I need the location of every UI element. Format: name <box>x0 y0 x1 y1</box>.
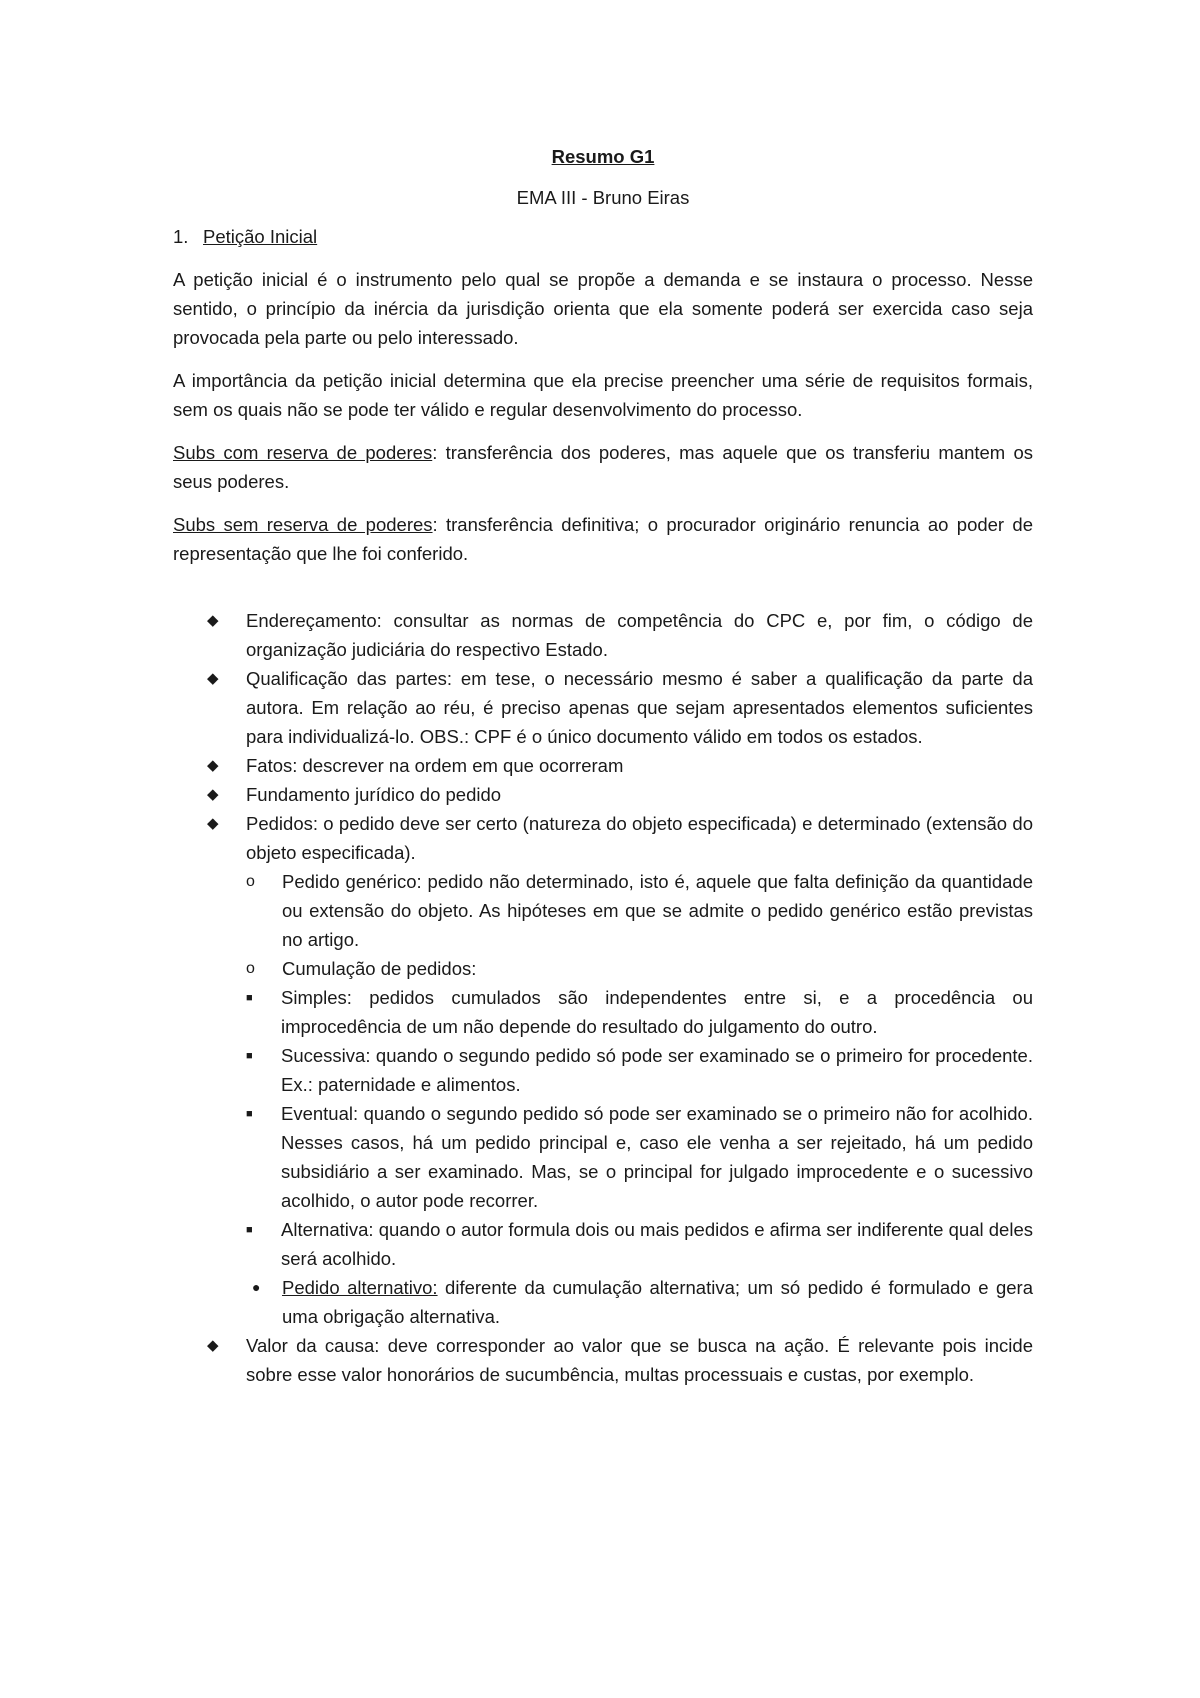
definition-subs-sem-reserva: : transferência definitiva; o procurador originário renuncia ao poder de representação que lhe foi conferido. <box>173 514 1033 564</box>
paragraph-intro: A petição inicial é o instrumento pelo qual se propõe a demanda e se instaura o processo. Nesse sentido, o princípio da inércia da jurisdição orienta que ela somente poderá ser exercida caso seja provocada pela parte ou pelo interessado. <box>173 269 1033 348</box>
list-item-text: Alternativa: quando o autor formula dois ou mais pedidos e afirma ser indiferente qual deles será acolhido. <box>281 1219 1033 1269</box>
pedidos-sublist <box>246 867 1033 1331</box>
list-item-text: Pedido genérico: pedido não determinado, isto é, aquele que falta definição da quantidade ou extensão do objeto. As hipóteses em que se admite o pedido genérico estão previstas no artigo. <box>282 871 1033 950</box>
section-number: 1. <box>173 226 189 247</box>
square-bullet-icon: ■ <box>246 1108 253 1120</box>
list-item-qualificacao <box>173 664 1033 751</box>
circle-bullet-icon: o <box>246 960 255 977</box>
diamond-bullet-icon: ◆ <box>207 612 219 629</box>
list-item-pedido-generico <box>246 867 1033 954</box>
list-item-text: Fatos: descrever na ordem em que ocorreram <box>246 755 624 776</box>
definition-subs-com-reserva: : transferência dos poderes, mas aquele que os transferiu mantem os seus poderes. <box>173 442 1034 492</box>
term-pedido-alternativo: Pedido alternativo: <box>282 1277 438 1298</box>
document-title: Resumo G1 <box>551 146 655 167</box>
list-item-valor-causa <box>173 1331 1033 1389</box>
requirements-list <box>173 606 1033 1389</box>
list-item-text: Endereçamento: consultar as normas de competência do CPC e, por fim, o código de organização judiciária do respectivo Estado. <box>246 610 1033 660</box>
list-item-text: Valor da causa: deve corresponder ao valor que se busca na ação. É relevante pois incide sobre esse valor honorários de sucumbência, multas processuais e custas, por exemplo. <box>246 1335 1033 1385</box>
list-item-cumulacao <box>246 954 1033 1331</box>
list-item-fundamento <box>173 780 1033 809</box>
diamond-bullet-icon: ◆ <box>207 670 219 687</box>
list-item-simples <box>246 983 1033 1041</box>
list-item-text: Sucessiva: quando o segundo pedido só pode ser examinado se o primeiro for procedente. Ex.: paternidade e alimentos. <box>281 1045 1033 1095</box>
paragraph-subs-com-reserva <box>173 438 1033 496</box>
list-item-sucessiva <box>246 1041 1033 1099</box>
definition-pedido-alternativo: diferente da cumulação alternativa; um só pedido é formulado e gera uma obrigação alternativa. <box>282 1277 1033 1327</box>
list-item-text: Eventual: quando o segundo pedido só pode ser examinado se o primeiro não for acolhido. Nesses casos, há um pedido principal e, caso ele venha a ser rejeitado, há um pedido subsidiário a ser examinado. Mas, se o principal for julgado improcedente e o sucessivo acolhido, o autor pode recorrer. <box>281 1103 1033 1211</box>
list-item-text: Fundamento jurídico do pedido <box>246 784 502 805</box>
paragraph-importance: A importância da petição inicial determina que ela precise preencher uma série de requisitos formais, sem os quais não se pode ter válido e regular desenvolvimento do processo. <box>173 370 1033 420</box>
circle-bullet-icon: o <box>246 873 255 890</box>
square-bullet-icon: ■ <box>246 992 253 1004</box>
list-item-alternativa <box>246 1215 1033 1331</box>
section-heading <box>173 222 1033 251</box>
document-content <box>173 142 1033 1389</box>
term-subs-sem-reserva: Subs sem reserva de poderes <box>173 514 433 535</box>
square-bullet-icon: ■ <box>246 1050 253 1062</box>
list-item-text: Simples: pedidos cumulados são independentes entre si, e a procedência ou improcedência de um não depende do resultado do julgamento do outro. <box>281 987 1033 1037</box>
list-item-pedidos <box>173 809 1033 1331</box>
list-item-text: Cumulação de pedidos: <box>282 958 477 979</box>
spacer <box>173 568 1033 606</box>
list-item-pedido-alternativo <box>246 1273 1033 1331</box>
list-item-text: Qualificação das partes: em tese, o necessário mesmo é saber a qualificação da parte da autora. Em relação ao réu, é preciso apenas que sejam apresentados elementos suficientes para individualizá-lo. OBS.: CPF é o único documento válido em todos os estados. <box>246 668 1033 747</box>
list-item-text <box>282 1273 1033 1331</box>
paragraph-subs-sem-reserva <box>173 510 1033 568</box>
dot-bullet-icon: ● <box>252 1279 261 1295</box>
alternativa-sublist <box>246 1273 1033 1331</box>
diamond-bullet-icon: ◆ <box>207 1337 219 1354</box>
diamond-bullet-icon: ◆ <box>207 757 219 774</box>
square-bullet-icon: ■ <box>246 1224 253 1236</box>
list-item-text: Pedidos: o pedido deve ser certo (natureza do objeto especificada) e determinado (extensão do objeto especificada). <box>246 813 1033 863</box>
diamond-bullet-icon: ◆ <box>207 786 219 803</box>
section-title: Petição Inicial <box>203 226 318 247</box>
list-item-enderecamento <box>173 606 1033 664</box>
cumulacao-sublist <box>246 983 1033 1331</box>
term-subs-com-reserva: Subs com reserva de poderes <box>173 442 433 463</box>
diamond-bullet-icon: ◆ <box>207 815 219 832</box>
list-item-eventual <box>246 1099 1033 1215</box>
document-subtitle: EMA III - Bruno Eiras <box>516 187 690 208</box>
list-item-fatos <box>173 751 1033 780</box>
